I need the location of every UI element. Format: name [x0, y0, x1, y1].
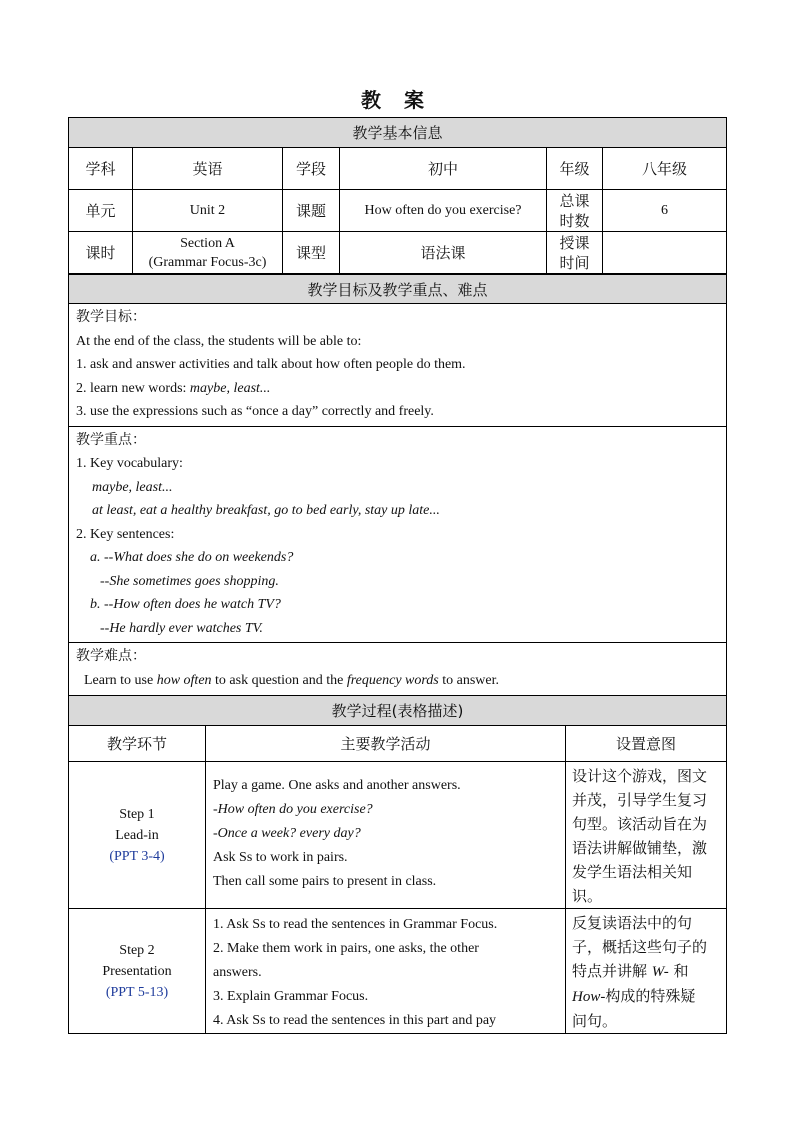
key-vocab-title: 1. Key vocabulary:	[76, 456, 183, 471]
key-sentences-title: 2. Key sentences:	[76, 526, 175, 542]
subject-label: 学科	[69, 148, 133, 190]
column-header-activities: 主要教学活动	[206, 726, 566, 762]
objectives-intro: At the end of the class, the students will be able to:	[76, 333, 362, 349]
lesson-type-value: 语法课	[340, 232, 547, 274]
step-2-ppt: (PPT 5-13)	[105, 984, 169, 1000]
period-value: Section A (Grammar Focus-3c)	[133, 232, 283, 274]
total-hours-label: 总课 时数	[547, 190, 603, 232]
objectives-table	[68, 274, 727, 710]
section-header-basic-info: 教学基本信息	[69, 118, 727, 148]
key-sentence-a-question: a. --What does she do on weekends?	[90, 550, 294, 565]
objectives-block	[69, 304, 727, 427]
grade-value: 八年级	[603, 148, 727, 190]
grade-label: 年级	[547, 148, 603, 190]
step-2-name: Presentation	[102, 963, 172, 979]
basic-info-table	[68, 117, 727, 274]
objective-item-3: 3. use the expressions such as “once a day” correctly and freely.	[76, 404, 434, 419]
section-header-process: 教学过程(表格描述)	[69, 696, 727, 726]
lesson-type-label: 课型	[283, 232, 340, 274]
topic-value: How often do you exercise?	[340, 190, 547, 232]
unit-label: 单元	[69, 190, 133, 232]
key-points-block	[69, 426, 727, 643]
difficulty-text: Learn to use how often to ask question and the frequency words to answer.	[84, 672, 500, 688]
period-label: 课时	[69, 232, 133, 274]
step-1-name: Lead-in	[115, 827, 159, 843]
step-2-intent: 反复读语法中的句 子，概括这些句子的 特点并讲解 W- 和 How-构成的特殊疑 问句。	[566, 909, 727, 1034]
column-header-stage: 教学环节	[69, 726, 206, 762]
step-1-intent: 设计这个游戏，图文 并茂，引导学生复习 句型。该活动旨在为 语法讲解做铺垫，激 发学生语法相关知 识。	[566, 762, 727, 909]
teaching-time-label: 授课 时间	[547, 232, 603, 274]
objectives-label: 教学目标：	[76, 309, 146, 325]
total-hours-value: 6	[603, 190, 727, 232]
step-2-activities: 1. Ask Ss to read the sentences in Grammar Focus. 2. Make them work in pairs, one asks, the other answers. 3. Explain Grammar Focus. 4. Ask Ss to read the sentences in this part and pay	[206, 909, 566, 1034]
objective-item-2: 2. learn new words: maybe, least...	[76, 380, 271, 396]
key-vocab-line-2: at least, eat a healthy breakfast, go to bed early, stay up late...	[92, 503, 440, 518]
teaching-time-value	[603, 232, 727, 274]
unit-value: Unit 2	[133, 190, 283, 232]
stage-value: 初中	[340, 148, 547, 190]
objective-item-1: 1. ask and answer activities and talk about how often people do them.	[76, 357, 466, 372]
difficulty-label: 教学难点：	[76, 648, 146, 664]
step-1-ppt: (PPT 3-4)	[109, 848, 165, 864]
step-2-number: Step 2	[119, 942, 155, 958]
stage-label: 学段	[283, 148, 340, 190]
process-table	[68, 695, 727, 1034]
document-title: 教 案	[361, 88, 432, 112]
key-sentence-b-answer: --He hardly ever watches TV.	[100, 620, 263, 636]
step-2-cell	[69, 909, 206, 1034]
step-1-number: Step 1	[119, 806, 155, 822]
table-row	[69, 762, 727, 909]
table-row	[69, 909, 727, 1034]
topic-label: 课题	[283, 190, 340, 232]
key-points-label: 教学重点：	[76, 431, 146, 448]
key-sentence-b-question: b. --How often does he watch TV?	[90, 597, 281, 612]
subject-value: 英语	[133, 148, 283, 190]
step-1-cell	[69, 762, 206, 909]
key-sentence-a-answer: --She sometimes goes shopping.	[100, 573, 279, 589]
step-1-activities: Play a game. One asks and another answers. -How often do you exercise? -Once a week? every day? Ask Ss to work in pairs. Then call some pairs to present in class.	[206, 762, 566, 909]
column-header-intent: 设置意图	[566, 726, 727, 762]
section-header-objectives: 教学目标及教学重点、难点	[69, 275, 727, 304]
key-vocab-line-1: maybe, least...	[92, 479, 173, 495]
